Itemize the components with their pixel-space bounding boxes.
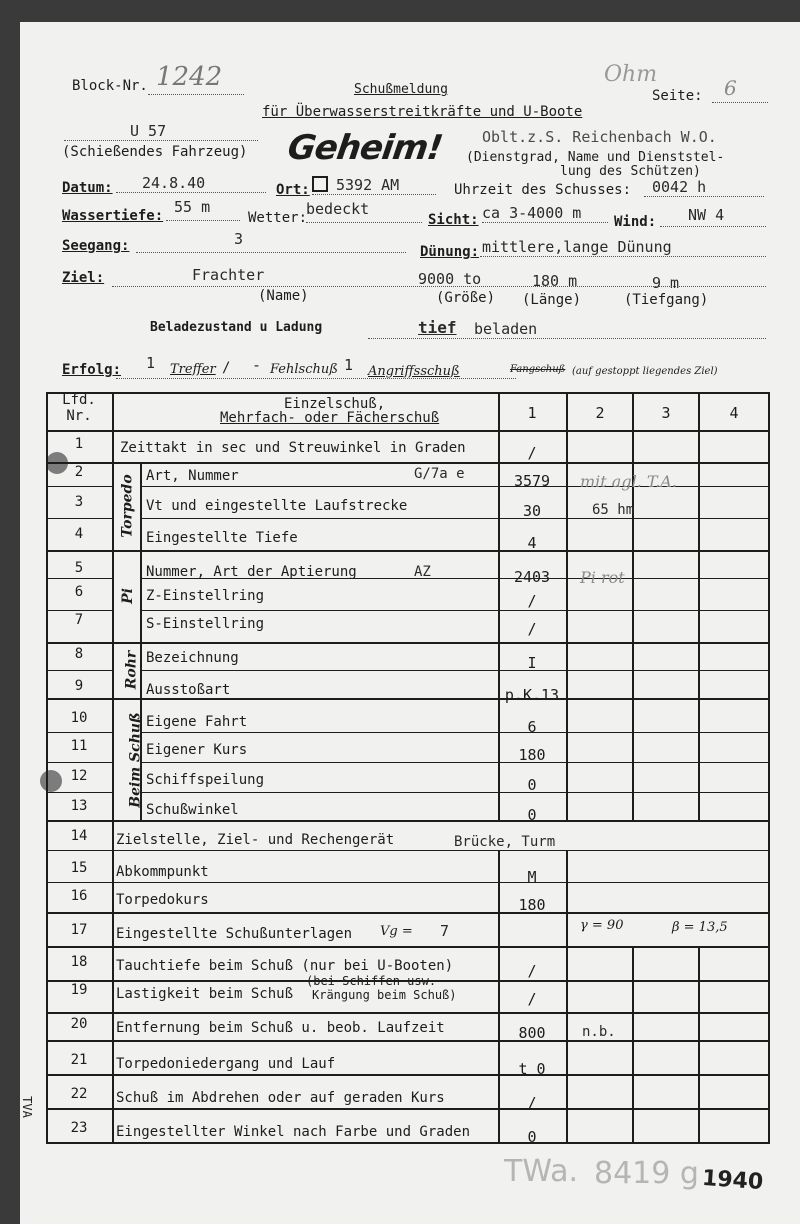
beladen-value-2: beladen bbox=[474, 320, 538, 338]
row-value-col1: M bbox=[527, 868, 537, 886]
row-label: S-Einstellring bbox=[146, 616, 265, 632]
row-label: Entfernung beim Schuß u. beob. Laufzeit bbox=[116, 1020, 445, 1036]
group-pi: Pi bbox=[119, 588, 136, 604]
ziel-label: Ziel: bbox=[62, 270, 105, 286]
groesse-caption: (Größe) bbox=[436, 290, 496, 306]
row-value-col1: / bbox=[527, 620, 537, 638]
row-number: 5 bbox=[74, 560, 84, 576]
fehlschuss-label: Fehlschuß bbox=[270, 362, 338, 377]
row-number: 14 bbox=[70, 828, 88, 844]
col-head-4: 4 bbox=[729, 404, 739, 422]
head-col-1: Einzelschuß, bbox=[284, 396, 386, 412]
duenung-label: Dünung: bbox=[420, 244, 480, 260]
col-head-1: 1 bbox=[527, 404, 537, 422]
treffer-count: 1 bbox=[146, 354, 156, 372]
row-value-col1: 6 bbox=[527, 718, 537, 736]
grid-square-icon bbox=[312, 176, 328, 192]
row-number: 4 bbox=[74, 526, 84, 542]
row-label: Schuß im Abdrehen oder auf geraden Kurs bbox=[116, 1090, 445, 1106]
row-value-col1: p.K.13 bbox=[504, 686, 560, 704]
row-number: 11 bbox=[70, 738, 88, 754]
row-number: 3 bbox=[74, 494, 84, 510]
secret-stamp: Geheim! bbox=[285, 128, 445, 168]
row-value-col2: 65 hm bbox=[592, 502, 635, 518]
form-title: Schußmeldung bbox=[354, 82, 448, 97]
ziel-name: Frachter bbox=[192, 266, 265, 284]
tiefgang-caption: (Tiefgang) bbox=[624, 292, 709, 308]
group-torpedo: Torpedo bbox=[119, 474, 136, 538]
row-label: Eingestellte Schußunterlagen bbox=[116, 926, 353, 942]
form-subtitle: für Überwasserstreitkräfte und U-Boote bbox=[262, 104, 583, 120]
row-number: 15 bbox=[70, 860, 88, 876]
row-number: 18 bbox=[70, 954, 88, 970]
row-extra-value: AZ bbox=[414, 564, 431, 580]
angriff-label: Angriffsschuß bbox=[368, 364, 460, 379]
row-number: 1 bbox=[74, 436, 84, 452]
ziel-tiefgang: 9 m bbox=[652, 274, 680, 292]
archive-stamp-prefix: TWa. bbox=[504, 1154, 578, 1189]
row-value-col1: 180 bbox=[518, 896, 546, 914]
treffer-label: Treffer bbox=[170, 362, 216, 377]
ort-label: Ort: bbox=[276, 182, 310, 198]
row-number: 20 bbox=[70, 1016, 88, 1032]
row-value-col1: / bbox=[527, 990, 537, 1008]
beladen-value-1: tief bbox=[418, 318, 457, 337]
row-label: Torpedokurs bbox=[116, 892, 209, 908]
row-label: Bezeichnung bbox=[146, 650, 239, 666]
ziel-groesse: 9000 to bbox=[418, 270, 482, 288]
fehlschuss-count: - bbox=[252, 356, 262, 374]
row-number: 17 bbox=[70, 922, 88, 938]
commander-caption-1: (Dienstgrad, Name und Dienststel- bbox=[466, 150, 725, 165]
uhrzeit-label: Uhrzeit des Schusses: bbox=[454, 182, 632, 198]
row-value-col1: / bbox=[527, 1094, 537, 1112]
commander-value: Oblt.z.S. Reichenbach W.O. bbox=[482, 128, 717, 146]
row-label: Eingestellter Winkel nach Farbe und Graden bbox=[116, 1124, 471, 1140]
row-number: 7 bbox=[74, 612, 84, 628]
archive-stamp-year: 1940 bbox=[701, 1165, 765, 1196]
row-number: 12 bbox=[70, 768, 88, 784]
row-number: 22 bbox=[70, 1086, 88, 1102]
row-label: Art, Nummer bbox=[146, 468, 239, 484]
row-label: Zielstelle, Ziel- und Rechengerät bbox=[116, 832, 395, 848]
sicht-label: Sicht: bbox=[428, 212, 479, 228]
row-value-col1: 30 bbox=[522, 502, 542, 520]
row-extra-value: G/7a e bbox=[414, 466, 465, 482]
block-label: Block-Nr. bbox=[72, 78, 148, 94]
row-value-col1: 0 bbox=[527, 1128, 537, 1146]
datum-value: 24.8.40 bbox=[142, 174, 206, 192]
row-label: Schußwinkel bbox=[146, 802, 239, 818]
row-value-col1: / bbox=[527, 444, 537, 462]
commander-caption-2: lung des Schützen) bbox=[560, 164, 701, 179]
col-head-2: 2 bbox=[595, 404, 605, 422]
block-number: 1242 bbox=[156, 62, 223, 92]
row-value-col1: t 0 bbox=[518, 1060, 546, 1078]
row-label: Zeittakt in sec und Streuwinkel in Graden bbox=[120, 440, 466, 456]
page-number: 6 bbox=[724, 76, 737, 100]
row-label: Z-Einstellring bbox=[146, 588, 265, 604]
wassertiefe-value: 55 m bbox=[174, 198, 211, 216]
row-value-col1: 0 bbox=[527, 806, 537, 824]
vessel-caption: (Schießendes Fahrzeug) bbox=[62, 144, 248, 160]
duenung-value: mittlere,lange Dünung bbox=[482, 238, 672, 256]
row17-gamma: γ = 90 bbox=[580, 918, 624, 933]
row-extra-value: Brücke, Turm bbox=[454, 834, 556, 850]
seegang-value: 3 bbox=[234, 230, 244, 248]
col-head-3: 3 bbox=[661, 404, 671, 422]
row-value-col1: 3579 bbox=[513, 472, 551, 490]
row-value-col1: 0 bbox=[527, 776, 537, 794]
row-number: 8 bbox=[74, 646, 84, 662]
name-caption: (Name) bbox=[258, 288, 309, 304]
row17-beta: β = 13,5 bbox=[672, 920, 728, 935]
angriff-count: 1 bbox=[344, 356, 354, 374]
wassertiefe-label: Wassertiefe: bbox=[62, 208, 164, 224]
row-label: Eigene Fahrt bbox=[146, 714, 248, 730]
row-value-col1: / bbox=[527, 962, 537, 980]
row-value-col1: 800 bbox=[518, 1024, 546, 1042]
row-number: 9 bbox=[74, 678, 84, 694]
laenge-caption: (Länge) bbox=[522, 292, 582, 308]
wetter-value: bedeckt bbox=[306, 200, 370, 218]
wind-label: Wind: bbox=[614, 214, 657, 230]
row-number: 21 bbox=[70, 1052, 88, 1068]
row-label: Lastigkeit beim Schuß bbox=[116, 986, 294, 1002]
erfolg-label: Erfolg: bbox=[62, 362, 122, 378]
row-value-col1: / bbox=[527, 592, 537, 610]
row17-vg: Vg = bbox=[380, 924, 413, 939]
head-lfd-1: Lfd. bbox=[62, 392, 96, 408]
datum-label: Datum: bbox=[62, 180, 113, 196]
row-number: 10 bbox=[70, 710, 88, 726]
fangschuss-note: (auf gestoppt liegendes Ziel) bbox=[572, 366, 718, 377]
row-label: Nummer, Art der Aptierung bbox=[146, 564, 357, 580]
row-value-col1: 4 bbox=[527, 534, 537, 552]
head-col-2: Mehrfach- oder Fächerschuß bbox=[220, 410, 440, 426]
row-number: 6 bbox=[74, 584, 84, 600]
row-value-col2: Pi rot bbox=[580, 568, 625, 587]
row-number: 13 bbox=[70, 798, 88, 814]
uhrzeit-value: 0042 h bbox=[652, 178, 707, 196]
row-label: Schiffspeilung bbox=[146, 772, 265, 788]
row-value-col1: I bbox=[527, 654, 537, 672]
row-label: Torpedoniedergang und Lauf bbox=[116, 1056, 336, 1072]
vessel-value: U 57 bbox=[130, 122, 167, 140]
row19-note-2: Krängung beim Schuß) bbox=[312, 988, 457, 1002]
head-lfd-2: Nr. bbox=[66, 408, 92, 424]
row-number: 2 bbox=[74, 464, 84, 480]
row-number: 23 bbox=[70, 1120, 88, 1136]
page-label: Seite: bbox=[652, 88, 703, 104]
row-value-col2: n.b. bbox=[582, 1024, 616, 1040]
wetter-label: Wetter: bbox=[248, 210, 308, 226]
row-label: Vt und eingestellte Laufstrecke bbox=[146, 498, 408, 514]
ziel-laenge: 180 m bbox=[532, 272, 578, 290]
row-value-col1: 180 bbox=[518, 746, 546, 764]
beladen-label: Beladezustand u Ladung bbox=[150, 320, 323, 335]
row-label: Eingestellte Tiefe bbox=[146, 530, 298, 546]
row-label: Eigener Kurs bbox=[146, 742, 248, 758]
initials-signature: Ohm bbox=[604, 62, 658, 87]
row-value-col1: 2403 bbox=[513, 568, 551, 586]
row-label: Abkommpunkt bbox=[116, 864, 209, 880]
group-rohr: Rohr bbox=[123, 650, 140, 690]
seegang-label: Seegang: bbox=[62, 238, 130, 254]
wind-value: NW 4 bbox=[688, 206, 725, 224]
group-beim-schuss: Beim Schuß bbox=[127, 712, 144, 808]
row-label: Ausstoßart bbox=[146, 682, 231, 698]
margin-side-text: TVA bbox=[19, 1096, 34, 1118]
fangschuss-label: Fangschuß bbox=[510, 364, 566, 375]
archive-stamp-number: 8419 g bbox=[594, 1156, 699, 1191]
row-number: 16 bbox=[70, 888, 88, 904]
row-value-col2: mit agl. T.A. bbox=[580, 472, 677, 491]
row-label: Tauchtiefe beim Schuß (nur bei U-Booten) bbox=[116, 958, 454, 974]
sicht-value: ca 3-4000 m bbox=[482, 204, 582, 222]
row-number: 19 bbox=[70, 982, 88, 998]
row19-note-1: (bei Schiffen usw. bbox=[306, 974, 437, 988]
ort-value: 5392 AM bbox=[336, 176, 400, 194]
